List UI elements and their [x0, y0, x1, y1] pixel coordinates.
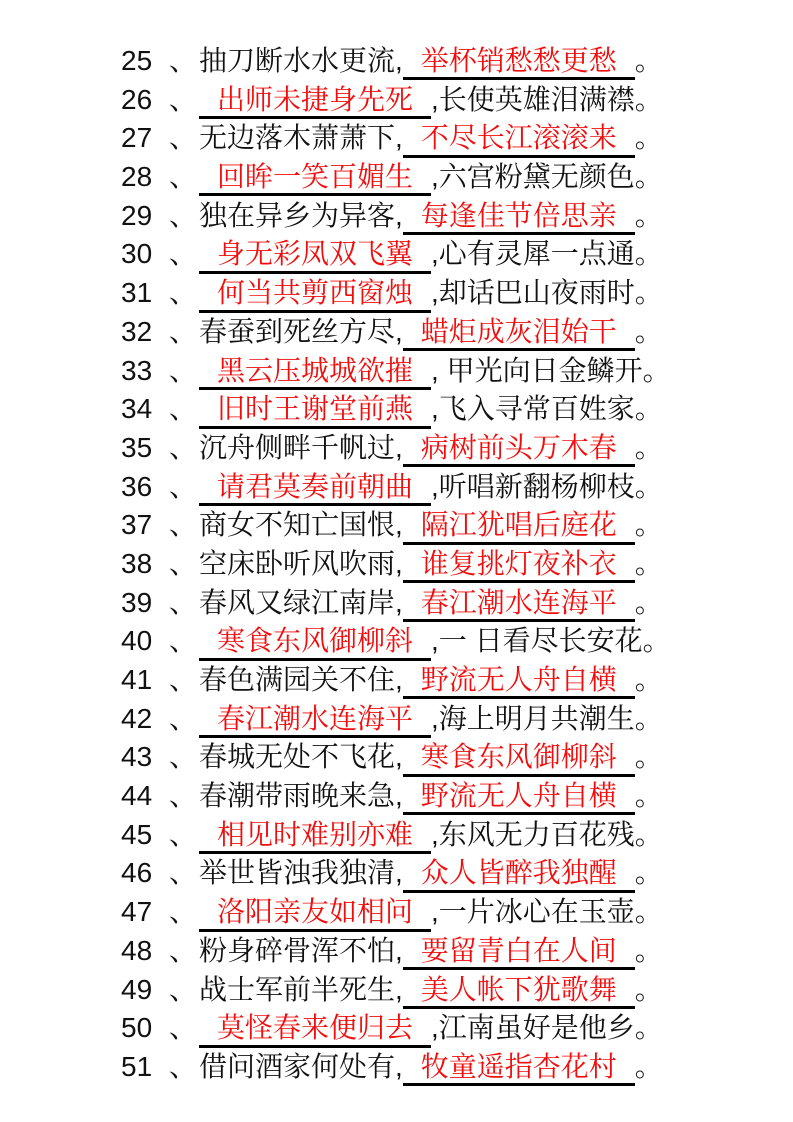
question-number: 48	[121, 934, 153, 966]
question-post-text: 。	[634, 45, 663, 76]
answer-blank	[403, 858, 635, 892]
question-number: 47	[121, 896, 153, 928]
question-post-text: 。	[634, 857, 663, 889]
question-number: 50	[121, 1012, 153, 1044]
question-row	[121, 1009, 783, 1048]
question-number: 26	[121, 83, 153, 115]
enumerator-comma: 、	[169, 1012, 198, 1044]
question-number: 32	[121, 315, 153, 347]
question-number: 35	[121, 431, 153, 463]
question-pre-text: 抽刀断水水更流,	[199, 45, 403, 76]
enumerator-comma: 、	[169, 586, 198, 618]
answer-blank	[403, 317, 635, 351]
answer-blank	[199, 472, 431, 506]
question-number: 38	[121, 547, 153, 579]
answer-blank	[199, 897, 431, 931]
question-row	[121, 390, 783, 429]
question-row	[121, 313, 783, 352]
question-list	[121, 42, 783, 1087]
question-post-text: ,六宫粉黛无颜色。	[431, 161, 663, 193]
enumerator-comma: 、	[169, 625, 198, 657]
answer-blank	[403, 201, 635, 235]
question-row	[121, 700, 783, 739]
answer-text: 每逢佳节倍思亲	[420, 199, 617, 231]
answer-blank	[199, 820, 431, 854]
question-row	[121, 197, 783, 236]
enumerator-comma: 、	[169, 547, 198, 579]
question-post-text: 。	[634, 431, 663, 463]
question-post-text: ,心有灵犀一点通。	[431, 238, 663, 270]
question-post-text: ,海上明月共潮生。	[431, 702, 663, 734]
question-number: 39	[121, 586, 153, 618]
answer-blank	[403, 975, 635, 1009]
question-post-text: 。	[634, 934, 663, 966]
answer-blank	[403, 123, 635, 157]
enumerator-comma: 、	[169, 45, 198, 76]
answer-text: 谁复挑灯夜补衣	[420, 547, 617, 579]
question-row	[121, 429, 783, 468]
answer-text: 要留青白在人间	[420, 934, 617, 966]
question-number: 51	[121, 1050, 153, 1082]
question-pre-text: 沉舟侧畔千帆过,	[199, 431, 403, 463]
answer-text: 美人帐下犹歌舞	[420, 973, 617, 1005]
enumerator-comma: 、	[169, 741, 198, 773]
question-row	[121, 352, 783, 391]
enumerator-comma: 、	[169, 393, 198, 425]
answer-text: 众人皆醉我独醒	[420, 857, 617, 889]
answer-text: 洛阳亲友如相问	[217, 896, 414, 928]
question-number: 45	[121, 818, 153, 850]
answer-blank	[199, 394, 431, 428]
question-post-text: 。	[634, 547, 663, 579]
answer-blank	[403, 46, 635, 80]
question-post-text: 。	[634, 973, 663, 1005]
question-post-text: , 甲光向日金鳞开。	[431, 354, 671, 386]
question-post-text: ,东风无力百花残。	[431, 818, 663, 850]
question-number: 37	[121, 509, 153, 541]
enumerator-comma: 、	[169, 664, 198, 695]
question-row	[121, 42, 783, 81]
question-number: 40	[121, 625, 153, 657]
question-number: 43	[121, 741, 153, 773]
enumerator-comma: 、	[169, 896, 198, 928]
question-number: 33	[121, 354, 153, 386]
question-post-text: 。	[634, 664, 663, 695]
enumerator-comma: 、	[169, 277, 198, 309]
answer-text: 隔江犹唱后庭花	[420, 509, 617, 541]
answer-text: 不尽长江滚滚来	[420, 122, 617, 154]
answer-text: 相见时难别亦难	[217, 818, 414, 850]
question-number: 28	[121, 161, 153, 193]
answer-blank	[403, 781, 635, 815]
answer-blank	[199, 162, 431, 196]
question-number: 31	[121, 277, 153, 309]
enumerator-comma: 、	[169, 857, 198, 889]
enumerator-comma: 、	[169, 354, 198, 386]
question-number: 27	[121, 122, 153, 154]
answer-blank	[403, 433, 635, 467]
answer-text: 何当共剪西窗烛	[217, 277, 414, 309]
answer-text: 请君莫奏前朝曲	[217, 470, 414, 502]
question-pre-text: 无边落木萧萧下,	[199, 122, 403, 154]
answer-text: 身无彩凤双飞翼	[217, 238, 414, 270]
answer-blank	[403, 549, 635, 583]
answer-blank	[199, 239, 431, 273]
answer-text: 莫怪春来便归去	[217, 1012, 414, 1044]
question-pre-text: 春风又绿江南岸,	[199, 586, 403, 618]
question-pre-text: 粉身碎骨浑不怕,	[199, 934, 403, 966]
question-row	[121, 932, 783, 971]
answer-text: 旧时王谢堂前燕	[217, 393, 414, 425]
question-post-text: 。	[634, 509, 663, 541]
enumerator-comma: 、	[169, 315, 198, 347]
answer-text: 春江潮水连海平	[217, 702, 414, 734]
question-row	[121, 777, 783, 816]
question-post-text: 。	[634, 780, 663, 812]
question-post-text: 。	[634, 315, 663, 347]
question-pre-text: 空床卧听风吹雨,	[199, 547, 403, 579]
enumerator-comma: 、	[169, 509, 198, 541]
question-row	[121, 816, 783, 855]
question-row	[121, 622, 783, 661]
answer-blank	[199, 356, 431, 390]
answer-text: 寒食东风御柳斜	[217, 625, 414, 657]
question-post-text: 。	[634, 1050, 663, 1082]
question-number: 29	[121, 199, 153, 231]
enumerator-comma: 、	[169, 199, 198, 231]
enumerator-comma: 、	[169, 818, 198, 850]
question-post-text: 。	[634, 199, 663, 231]
question-post-text: ,江南虽好是他乡。	[431, 1012, 663, 1044]
answer-blank	[403, 936, 635, 970]
answer-text: 野流无人舟自横	[420, 780, 617, 812]
question-pre-text: 借问酒家何处有,	[199, 1050, 403, 1082]
question-post-text: 。	[634, 741, 663, 773]
question-row	[121, 854, 783, 893]
answer-blank	[403, 742, 635, 776]
answer-text: 野流无人舟自横	[420, 664, 617, 695]
answer-text: 牧童遥指杏花村	[420, 1050, 617, 1082]
enumerator-comma: 、	[169, 934, 198, 966]
question-post-text: 。	[634, 586, 663, 618]
answer-blank	[199, 85, 431, 119]
answer-blank	[403, 510, 635, 544]
question-number: 44	[121, 780, 153, 812]
question-number: 41	[121, 664, 153, 695]
enumerator-comma: 、	[169, 122, 198, 154]
question-post-text: ,却话巴山夜雨时。	[431, 277, 663, 309]
question-row	[121, 738, 783, 777]
enumerator-comma: 、	[169, 702, 198, 734]
question-post-text: ,一片冰心在玉壶。	[431, 896, 663, 928]
question-post-text: ,长使英雄泪满襟。	[431, 83, 663, 115]
question-row	[121, 468, 783, 507]
question-number: 49	[121, 973, 153, 1005]
question-row	[121, 971, 783, 1010]
answer-blank	[199, 1013, 431, 1047]
answer-text: 蜡炬成灰泪始干	[420, 315, 617, 347]
question-pre-text: 独在异乡为异客,	[199, 199, 403, 231]
question-pre-text: 春潮带雨晚来急,	[199, 780, 403, 812]
question-pre-text: 举世皆浊我独清,	[199, 857, 403, 889]
question-row	[121, 1048, 783, 1087]
question-post-text: ,一 日看尽长安花。	[431, 625, 671, 657]
enumerator-comma: 、	[169, 470, 198, 502]
question-row	[121, 661, 783, 700]
enumerator-comma: 、	[169, 780, 198, 812]
enumerator-comma: 、	[169, 238, 198, 270]
answer-text: 出师未捷身先死	[217, 83, 414, 115]
question-row	[121, 158, 783, 197]
question-number: 42	[121, 702, 153, 734]
answer-blank	[403, 1052, 635, 1086]
enumerator-comma: 、	[169, 973, 198, 1005]
enumerator-comma: 、	[169, 83, 198, 115]
question-pre-text: 春城无处不飞花,	[199, 741, 403, 773]
question-row	[121, 545, 783, 584]
answer-text: 寒食东风御柳斜	[420, 741, 617, 773]
answer-text: 春江潮水连海平	[420, 586, 617, 618]
question-pre-text: 春蚕到死丝方尽,	[199, 315, 403, 347]
answer-text: 举杯销愁愁更愁	[420, 45, 617, 76]
answer-blank	[199, 626, 431, 660]
question-row	[121, 893, 783, 932]
question-row	[121, 119, 783, 158]
enumerator-comma: 、	[169, 161, 198, 193]
answer-blank	[403, 588, 635, 622]
question-post-text: ,飞入寻常百姓家。	[431, 393, 663, 425]
question-number: 46	[121, 857, 153, 889]
question-row	[121, 81, 783, 120]
question-number: 25	[121, 45, 153, 76]
question-post-text: 。	[634, 122, 663, 154]
answer-text: 黑云压城城欲摧	[217, 354, 414, 386]
question-row	[121, 274, 783, 313]
question-number: 34	[121, 393, 153, 425]
question-number: 36	[121, 470, 153, 502]
question-number: 30	[121, 238, 153, 270]
answer-text: 回眸一笑百媚生	[217, 161, 414, 193]
question-pre-text: 春色满园关不住,	[199, 664, 403, 695]
answer-text: 病树前头万木春	[420, 431, 617, 463]
question-pre-text: 商女不知亡国恨,	[199, 509, 403, 541]
question-post-text: ,听唱新翻杨柳枝。	[431, 470, 663, 502]
answer-blank	[403, 665, 635, 699]
question-pre-text: 战士军前半死生,	[199, 973, 403, 1005]
question-row	[121, 584, 783, 623]
enumerator-comma: 、	[169, 1050, 198, 1082]
question-row	[121, 506, 783, 545]
question-row	[121, 235, 783, 274]
enumerator-comma: 、	[169, 431, 198, 463]
answer-blank	[199, 704, 431, 738]
answer-blank	[199, 278, 431, 312]
